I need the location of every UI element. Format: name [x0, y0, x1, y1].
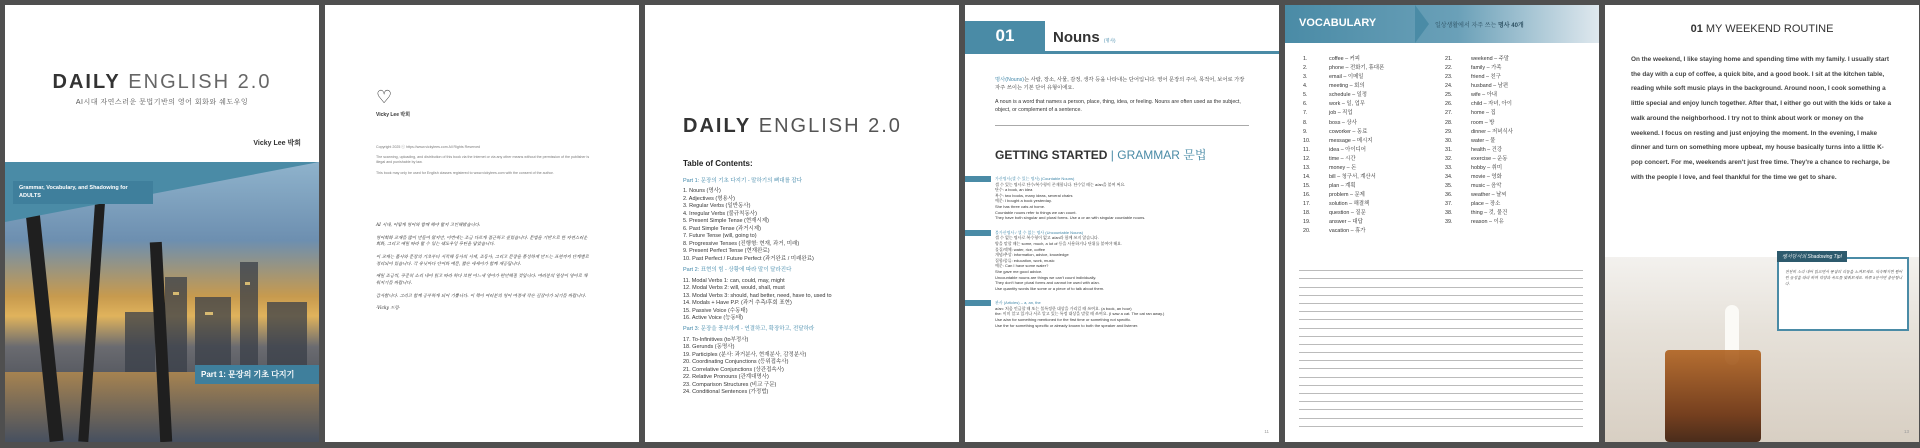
vocab-number: 29.	[1445, 128, 1453, 135]
vocab-number: 31.	[1445, 146, 1453, 153]
letter-paragraph: 매일 조금씩, 꾸준히 소리 내어 읽고 따라 하다 보면 어느새 영어가 편안해질 것입니다. 여러분의 일상이 영어로 채워지기를 바랍니다.	[376, 274, 588, 286]
vocab-item	[1303, 146, 1433, 155]
unit-number: 01	[965, 21, 1045, 51]
grammar-rule-line: 양을 말할 때는 some, much, a lot of 등을 사용하거나 단위를 붙여야 해요.	[995, 240, 1123, 246]
grammar-rule-line: 예문: Can I have some water?	[995, 263, 1049, 269]
vocab-word: question – 질문	[1329, 210, 1366, 217]
note-line	[1299, 263, 1583, 271]
grammar-rule	[995, 230, 1255, 292]
copyright-text	[376, 145, 591, 181]
toc-item: 15. Passive Voice (수동태)	[683, 307, 748, 314]
vocab-number: 20.	[1303, 228, 1311, 235]
toc-item: 12. Modal Verbs 2: will, would, shall, must	[683, 285, 785, 292]
cover-author: Vicky Lee 박희	[253, 140, 301, 147]
grammar-rule-line: Countable nouns refer to things we can count.	[995, 209, 1077, 215]
heart-logo-icon: ♡	[376, 87, 393, 107]
note-line	[1299, 337, 1583, 345]
vocab-item	[1303, 128, 1433, 137]
section-heading-light: | GRAMMAR 문법	[1110, 148, 1207, 162]
toc-item: 22. Relative Pronouns (관계대명사)	[683, 374, 769, 381]
note-line	[1299, 386, 1583, 394]
unit-definition	[995, 77, 1245, 121]
vocab-item	[1303, 64, 1433, 73]
vocab-number: 8.	[1303, 119, 1308, 126]
vocab-number: 5.	[1303, 92, 1308, 99]
cover-title	[5, 71, 319, 94]
copyright-author: Vicky Lee 박희	[376, 112, 411, 118]
toc-item: 17. To-Infinitives (to부정사)	[683, 336, 749, 343]
vocab-word: work – 일, 업무	[1329, 101, 1365, 108]
vocab-word: movie – 영화	[1471, 174, 1502, 181]
cover-subtitle: AI시대 자연스러운 문법기반의 영어 회화와 쉐도우잉	[75, 99, 249, 106]
vocab-item	[1445, 73, 1575, 82]
essay-number: 01	[1690, 23, 1703, 35]
section-heading-bold: GETTING STARTED	[995, 148, 1108, 162]
vocab-subtitle-text: 일상생활에서 자주 쓰는	[1435, 23, 1497, 29]
vocab-word: thing – 것, 물건	[1471, 210, 1508, 217]
unit-title-korean: (명사)	[1103, 38, 1116, 43]
vocab-number: 23.	[1445, 74, 1453, 81]
vocab-number: 34.	[1445, 174, 1453, 181]
toc-item: 8. Progressive Tenses (진행형: 현재, 과거, 미래)	[683, 240, 800, 247]
vocab-word: family – 가족	[1471, 65, 1502, 72]
vocab-item	[1445, 119, 1575, 128]
grammar-rule-line: a/an: 처음 언급할 때 또는 불특정한 대상을 가리킬 때 쓰여요. (a book, an hour)	[995, 305, 1132, 311]
note-line	[1299, 320, 1583, 328]
toc-item: 6. Past Simple Tense (과거시제)	[683, 225, 762, 232]
note-lines	[1299, 263, 1583, 427]
vocab-number: 17.	[1303, 201, 1311, 208]
vocab-item	[1445, 100, 1575, 109]
vocab-number: 9.	[1303, 128, 1308, 135]
letter-paragraph: 감사합니다. 그리고 함께 공부하게 되어 기쁩니다. 이 책이 여러분의 영어 여정에 작은 길잡이가 되기를 바랍니다.	[376, 293, 587, 299]
definition-korean: 는 사람, 장소, 사물, 감정, 생각 등을 나타내는 단어입니다. 영어 문장의 주어, 목적어, 보어로 가장 자주 쓰이는 기본 단어 유형이에요.	[995, 77, 1245, 91]
vocab-number: 37.	[1445, 201, 1453, 208]
note-line	[1299, 279, 1583, 287]
vocab-word: weather – 날씨	[1471, 192, 1507, 199]
vocab-item	[1303, 109, 1433, 118]
page-number: 11	[1264, 429, 1269, 434]
vocab-word: vacation – 휴가	[1329, 228, 1366, 235]
toc-item: 14. Modals + Have P.P. (과거 추측/후회 표현)	[683, 300, 792, 307]
vocab-item	[1445, 137, 1575, 146]
toc-item: 23. Comparison Structures (비교 구문)	[683, 381, 777, 388]
vocab-item	[1303, 119, 1433, 128]
letter-paragraph: 영어회화 교재를 많이 만들어 왔지만, 이번에는 조금 다르게 접근하고 싶었습니다. 문법을 기반으로 한 자연스러운 회화, 그리고 매일 따라 할 수 있는 쉐도우잉 루틴을 담았습니다.	[376, 235, 588, 248]
vocab-subtitle-bold: 명사 40개	[1497, 23, 1524, 29]
vocab-item	[1303, 164, 1433, 173]
note-line	[1299, 410, 1583, 418]
grammar-rule	[995, 300, 1255, 328]
vocab-number: 25.	[1445, 92, 1453, 99]
vocab-column-right	[1445, 55, 1575, 227]
vocab-word: exercise – 운동	[1471, 155, 1508, 162]
vocab-item	[1303, 200, 1433, 209]
cover-part-label: Part 1: 문장의 기초 다지기	[195, 365, 319, 384]
vocab-item	[1445, 91, 1575, 100]
vocab-word: hobby – 취미	[1471, 164, 1503, 171]
vocab-number: 2.	[1303, 65, 1308, 72]
toc-item: 24. Conditional Sentences (가정법)	[683, 389, 769, 396]
vocab-number: 39.	[1445, 219, 1453, 226]
toc-part-2: Part 2: 표현의 힘 - 상황에 따라 말이 달라진다	[683, 267, 792, 274]
toc-item: 7. Future Tense (will, going to)	[683, 233, 757, 240]
vocab-number: 13.	[1303, 164, 1311, 171]
grammar-rule-line: 복수: two books, many ideas, several chairs	[995, 192, 1073, 198]
note-line	[1299, 419, 1583, 427]
grammar-rule-line: 개념/추상: information, advice, knowledge	[995, 252, 1069, 258]
letter-paragraph: AI 시대, 어떻게 영어와 함께 해야 할지 고민해봤습니다.	[376, 223, 481, 228]
vocab-item	[1445, 218, 1575, 227]
vocab-item	[1303, 55, 1433, 64]
copyright-page	[325, 5, 639, 442]
vocab-word: answer – 대답	[1329, 219, 1363, 226]
note-line	[1299, 353, 1583, 361]
vocab-word: water – 물	[1471, 137, 1496, 144]
toc-item: 4. Irregular Verbs (불규칙동사)	[683, 210, 757, 217]
shadowing-tip-label	[1777, 251, 1847, 262]
vocab-item	[1303, 227, 1433, 236]
vocab-word: bill – 청구서, 계산서	[1329, 174, 1376, 181]
vocab-item	[1445, 173, 1575, 182]
cover-title-bold: DAILY	[52, 71, 121, 93]
vocab-number: 10.	[1303, 137, 1311, 144]
note-line	[1299, 402, 1583, 410]
vocab-word: message – 메시지	[1329, 137, 1373, 144]
vocab-word: meeting – 회의	[1329, 83, 1365, 90]
note-line	[1299, 271, 1583, 279]
vocab-word: place – 장소	[1471, 201, 1501, 208]
grammar-rule-line: They don't have plural forms and cannot be used with a/an.	[995, 280, 1100, 286]
toc-item: 9. Present Perfect Tense (현재완료)	[683, 248, 770, 255]
definition-keyword: 명사(Nouns)	[995, 77, 1025, 83]
toc-item: 1. Nouns (명사)	[683, 188, 721, 195]
vocab-word: email – 이메일	[1329, 74, 1364, 81]
copyright-line: This book may only be used for English classes registered to www.vickylees.com with the consent of the author.	[376, 170, 554, 175]
vocab-word: coworker – 동료	[1329, 128, 1368, 135]
note-line	[1299, 296, 1583, 304]
note-line	[1299, 304, 1583, 312]
toc-logo-light: ENGLISH 2.0	[758, 115, 902, 137]
vocab-word: phone – 전화기, 휴대폰	[1329, 65, 1385, 72]
vocab-number: 3.	[1303, 74, 1308, 81]
vocab-word: job – 직업	[1329, 110, 1353, 117]
vocab-number: 16.	[1303, 192, 1311, 199]
toc-item: 3. Regular Verbs (일반동사)	[683, 203, 751, 210]
vocab-word: idea – 아이디어	[1329, 146, 1367, 153]
grammar-rule-line: 물질/액체: water, rice, coffee	[995, 246, 1046, 252]
vocab-number: 18.	[1303, 210, 1311, 217]
vocab-item	[1445, 146, 1575, 155]
vocab-number: 24.	[1445, 83, 1453, 90]
tip-label-english: Shadowing Tip!	[1807, 254, 1842, 260]
grammar-rule-line: 셀 수 없는 명사로 복수형이 없고 a/an과 함께 쓰지 않습니다.	[995, 235, 1099, 241]
vocab-word: wife – 아내	[1471, 92, 1497, 99]
vocab-word: child – 자녀, 아이	[1471, 101, 1512, 108]
vocab-number: 35.	[1445, 183, 1453, 190]
toc-item: 18. Gerunds (동명사)	[683, 344, 735, 351]
vocab-word: reason – 이유	[1471, 219, 1504, 226]
essay-body: On the weekend, I like staying home and spending time with my family. I usually start the day with a cup of coffee, a quick bite, and a good book. I sit at the kitchen table, reading while soft music plays in the background. Around noon, I cook something a little special and enjoy lunch together. After that, I either go out with the kids or take a walk around the neighborhood. I try not to think about work or money on the weekend. I focus on resting and just enjoying the moment. In the evening, I make dinner and turn on something more upbeat, my house basically turns into a little K-pop concert. For me, weekends aren't just free time. They're a chance to recharge, be with the people I love, and feel thankful for the time we get to share.	[1631, 56, 1892, 181]
vocab-item	[1303, 173, 1433, 182]
letter-signature: -Vicky 드림-	[376, 306, 401, 312]
author-letter	[376, 223, 591, 319]
essay-title	[1605, 23, 1919, 35]
vocab-word: music – 음악	[1471, 183, 1502, 190]
vocab-item	[1445, 155, 1575, 164]
vocab-word: solution – 해결책	[1329, 201, 1370, 208]
grammar-rules	[995, 176, 1255, 337]
vocab-word: home – 집	[1471, 110, 1496, 117]
vocab-item	[1445, 182, 1575, 191]
vocab-word: husband – 남편	[1471, 83, 1509, 90]
grammar-rule-line: 단수: a book, an idea	[995, 187, 1033, 193]
vocab-number: 28.	[1445, 119, 1453, 126]
unit-header-strip	[965, 51, 1279, 54]
unit-title	[1053, 29, 1116, 46]
vocab-item	[1303, 182, 1433, 191]
vocab-item	[1445, 209, 1575, 218]
grammar-rule-heading: 관사 (Articles) – a, an, the	[995, 300, 1255, 306]
vocab-word: time – 시간	[1329, 155, 1356, 162]
vocab-word: health – 건강	[1471, 146, 1503, 153]
grammar-rule-line: Use the for something specific or already known to both the speaker and listener.	[995, 322, 1139, 328]
vocab-number: 21.	[1445, 56, 1453, 62]
vocab-word: boss – 상사	[1329, 119, 1357, 126]
letter-paragraph: 이 교재는 품사와 문장의 기초부터 시작해 동사의 시제, 조동사, 그리고 문장을 풍성하게 만드는 표현까지 단계별로 정리되어 있습니다. 각 유닛마다 단어와 예문, 짧은 에세이가 함께 제공됩니다.	[376, 254, 589, 267]
vocab-number: 12.	[1303, 155, 1311, 162]
vocab-item	[1303, 73, 1433, 82]
vocab-number: 14.	[1303, 174, 1311, 181]
toc-logo-bold: DAILY	[683, 115, 752, 137]
vocab-number: 15.	[1303, 183, 1311, 190]
section-heading	[995, 146, 1206, 163]
cover-tagline: Grammar, Vocabulary, and Shadowing for ADULTS	[13, 181, 153, 204]
grammar-rule-line: Use a/an for something mentioned for the first time or something not specific.	[995, 317, 1132, 323]
vocab-number: 22.	[1445, 65, 1453, 72]
grammar-rule	[995, 176, 1255, 221]
vocab-item	[1303, 100, 1433, 109]
vocabulary-page	[1285, 5, 1599, 442]
vocab-item	[1445, 128, 1575, 137]
toc-item: 21. Correlative Conjunctions (상관접속사)	[683, 366, 784, 373]
cover-title-light: ENGLISH 2.0	[128, 71, 272, 93]
grammar-rule-line: 예문: I bought a book yesterday.	[995, 198, 1052, 204]
toc-list	[683, 174, 943, 397]
vocab-number: 19.	[1303, 219, 1311, 226]
copyright-line: The scanning, uploading, and distribution of this book via the Internet or via any other means without the permission of the publisher is illegal and punishable by law.	[376, 155, 590, 165]
grammar-rule-line: the: 이미 알고 있거나 서로 알고 있는 특정 대상을 말할 때 쓰여요. (I saw a cat. The cat ran away.)	[995, 311, 1165, 317]
vocab-number: 7.	[1303, 110, 1308, 117]
vocab-item	[1303, 218, 1433, 227]
vocab-word: coffee – 커피	[1329, 56, 1360, 62]
vocab-word: money – 돈	[1329, 164, 1357, 171]
vocab-word: room – 방	[1471, 119, 1495, 126]
vocab-item	[1303, 82, 1433, 91]
nouns-page	[965, 5, 1279, 442]
vocab-word: friend – 친구	[1471, 74, 1501, 81]
vocab-item	[1445, 200, 1575, 209]
vocab-number: 33.	[1445, 164, 1453, 171]
vocab-number: 6.	[1303, 101, 1308, 108]
vocab-number: 32.	[1445, 155, 1453, 162]
vocab-number: 36.	[1445, 192, 1453, 199]
vocab-item	[1445, 64, 1575, 73]
toc-item: 11. Modal Verbs 1: can, could, may, might	[683, 277, 785, 284]
grammar-rule-line: 집합/종류: education, work, music	[995, 257, 1055, 263]
definition-english: A noun is a word that names a person, place, thing, idea, or feeling. Nouns are often used as the subject, object, or complement of a sentence.	[995, 98, 1241, 113]
vocab-column-left	[1303, 55, 1433, 237]
tip-label-korean: 쌤서당서의	[1782, 254, 1807, 260]
grammar-rule-line: Use quantity words like some or a piece of to talk about them.	[995, 285, 1105, 291]
vocab-item	[1445, 164, 1575, 173]
toc-page	[645, 5, 959, 442]
grammar-rule-heading: 가산명사(셀 수 있는 명사) (Countable Nouns)	[995, 176, 1255, 182]
toc-part-3: Part 3: 문장을 풍부하게 - 연결하고, 확장하고, 전달하라	[683, 326, 815, 333]
toc-item: 16. Active Voice (능동태)	[683, 314, 743, 321]
grammar-rule-line: They have both singular and plural forms. Use a or an with singular countable nouns.	[995, 215, 1146, 221]
toc-item: 20. Coordinating Conjunctions (등위접속사)	[683, 359, 789, 366]
note-line	[1299, 329, 1583, 337]
unit-title-text: Nouns	[1053, 29, 1100, 46]
vocab-subtitle	[1435, 20, 1524, 29]
essay-title-text: MY WEEKEND ROUTINE	[1705, 23, 1834, 35]
vocab-word: schedule – 일정	[1329, 92, 1367, 99]
vocab-number: 27.	[1445, 110, 1453, 117]
toc-item: 13. Modal Verbs 3: should, had better, need, have to, used to	[683, 292, 832, 299]
essay-page	[1605, 5, 1919, 442]
grammar-rule-line: 셀 수 있는 명사로 단수/복수형이 존재합니다. 단수일 때는 a/an을 붙여 써요.	[995, 181, 1126, 187]
divider	[995, 125, 1249, 126]
toc-item: 19. Participles (분사: 과거분사, 현재분사, 감정분사)	[683, 351, 807, 358]
vocab-item	[1445, 55, 1575, 64]
toc-part-1: Part 1: 문장의 기초 다지기 - 말하기의 뼈대를 잡다	[683, 178, 803, 184]
note-line	[1299, 394, 1583, 402]
vocab-number: 26.	[1445, 101, 1453, 108]
vocab-title: VOCABULARY	[1299, 17, 1377, 29]
vocab-number: 1.	[1303, 56, 1308, 62]
note-line	[1299, 345, 1583, 353]
note-line	[1299, 361, 1583, 369]
vocab-item	[1303, 209, 1433, 218]
vocab-item	[1303, 137, 1433, 146]
vocab-item	[1303, 155, 1433, 164]
page-number: 13	[1903, 429, 1909, 434]
vocab-arrow-shape	[1415, 5, 1429, 43]
toc-heading: Table of Contents:	[683, 159, 753, 168]
vocab-word: dinner – 저녁식사	[1471, 128, 1513, 135]
grammar-rule-line: Uncountable nouns are things we can't count individually.	[995, 274, 1097, 280]
grammar-rule-line: She has three cats at home.	[995, 203, 1046, 209]
toc-item: 2. Adjectives (형용사)	[683, 195, 736, 202]
vocab-item	[1445, 191, 1575, 200]
note-line	[1299, 378, 1583, 386]
cover-page	[5, 5, 319, 442]
vocab-number: 4.	[1303, 83, 1308, 90]
note-line	[1299, 369, 1583, 377]
vocab-item	[1445, 82, 1575, 91]
vocab-item	[1445, 109, 1575, 118]
grammar-rule-line: She gave me good advice.	[995, 268, 1043, 274]
note-line	[1299, 288, 1583, 296]
coffee-cup-shape	[1665, 350, 1761, 442]
note-line	[1299, 312, 1583, 320]
toc-item: 5. Present Simple Tense (현재시제)	[683, 218, 769, 225]
toc-item: 10. Past Perfect / Future Perfect (과거완료 / 미래완료)	[683, 255, 814, 262]
grammar-rule-heading: 불가산명사 / 셀 수 없는 명사 (Uncountable Nouns)	[995, 230, 1255, 236]
toc-logo	[683, 115, 902, 138]
vocab-number: 11.	[1303, 146, 1311, 153]
vocab-number: 30.	[1445, 137, 1453, 144]
vocab-item	[1303, 91, 1433, 100]
copyright-line: Copyright 2025 ⓒ https://www.vickylees.com All Rights Reserved	[376, 145, 481, 149]
vocab-number: 38.	[1445, 210, 1453, 217]
vocab-word: weekend – 주말	[1471, 56, 1509, 62]
vocab-item	[1303, 191, 1433, 200]
vocab-word: problem – 문제	[1329, 192, 1365, 199]
vocab-word: plan – 계획	[1329, 183, 1356, 190]
shadowing-tip-text: 천천히 소리 내어 읽으면서 문장의 리듬을 느껴보세요. 익숙해지면 원어민 음성을 따라 하며 억양과 속도를 맞춰보세요. 하루 5분이면 충분합니다.	[1785, 269, 1903, 287]
